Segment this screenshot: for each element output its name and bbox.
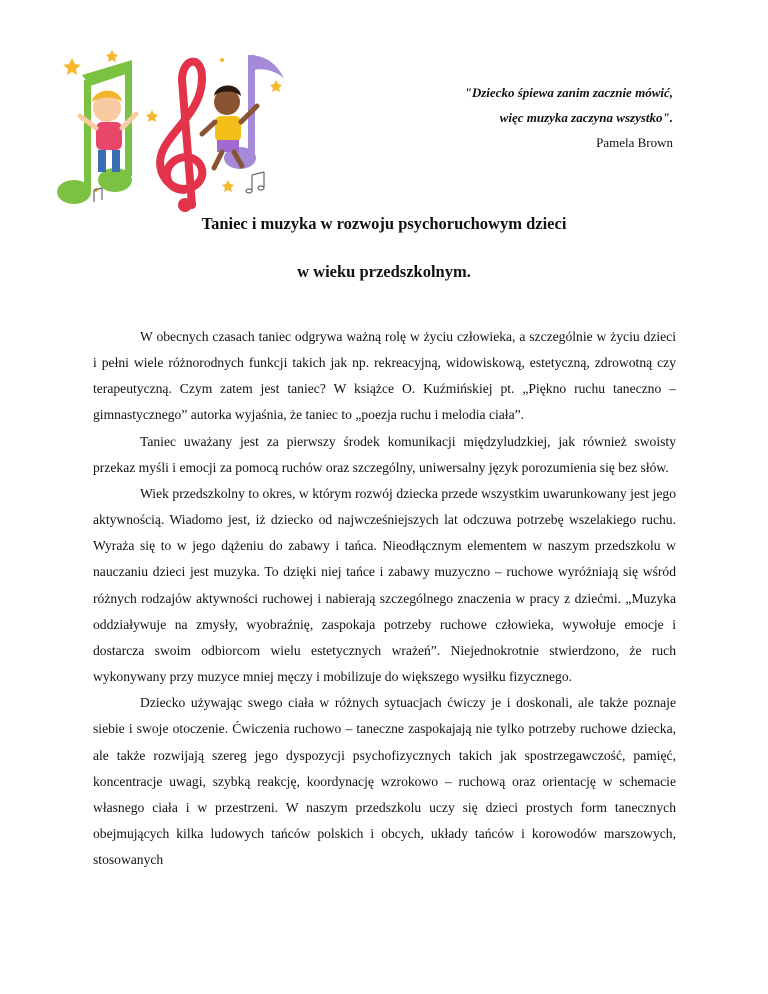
- children-music-notes-illustration: [52, 40, 292, 215]
- paragraph-1: W obecnych czasach taniec odgrywa ważną rolę w życiu człowieka, a szczególnie w życiu dzieci i pełni wiele różnorodnych funkcji takich jak np. rekreacyjną, widowiskową, estetyczną, zdrowotną czy terapeutyczną. Czym zatem jest taniec? W książce O. Kuźmińskiej pt. „Piękno ruchu taneczno – gimnastycznego” autorka wyjaśnia, że taniec to „poezja ruchu i melodia ciała”.: [93, 329, 676, 423]
- document-title-line-2: w wieku przedszkolnym.: [297, 262, 471, 281]
- epigraph-quote: [465, 80, 673, 155]
- paragraph-2: Taniec uważany jest za pierwszy środek komunikacji międzyludzkiej, jak również swoisty przekaz myśli i emocji za pomocą ruchów oraz szczególny, uniwersalny język porozumienia się bez słów.: [93, 433, 676, 475]
- quote-line-1: "Dziecko śpiewa zanim zacznie mówić,: [464, 85, 673, 100]
- document-body: [93, 324, 676, 873]
- document-title-line-1: Taniec i muzyka w rozwoju psychoruchowym dzieci: [201, 214, 567, 233]
- paragraph-4: Dziecko używając swego ciała w różnych sytuacjach ćwiczy je i doskonali, ale także poznaje siebie i swoje otoczenie. Ćwiczenia ruchowo – taneczne zaspokajają nie tylko potrzeby ruchowe dziecka, ale także rozwijają szereg jego dyspozycji psychofizycznych takich jak spostrzegawczość, pamięć, koncentracje uwagi, szybką reakcję, koordynację wzrokowo – ruchową oraz orientację w schemacie własnego ciała i w przestrzeni. W naszym przedszkolu uczy się dzieci prostych form tanecznych obejmujących kilka ludowych tańców polskich i obcych, układy tańców i korowodów marszowych, stosowanych: [93, 695, 676, 868]
- quote-author: Pamela Brown: [596, 135, 673, 150]
- quote-line-2: więc muzyka zaczyna wszystko".: [499, 110, 673, 125]
- paragraph-3: Wiek przedszkolny to okres, w którym rozwój dziecka przede wszystkim uwarunkowany jest jego aktywnością. Wiadomo jest, iż dziecko od najwcześniejszych lat odczuwa potrzebę wszelakiego ruchu. Wyraża się to w jego dążeniu do zabawy i tańca. Nieodłącznym elementem w naszym przedszkolu w nauczaniu dzieci jest muzyka. To dzięki niej tańce i zabawy muzyczno – ruchowe wyróżniają się wśród różnych rodzajów aktywności ruchowej i nabierają szczególnego znaczenia w pracy z dziećmi. „Muzyka oddziaływuje na zmysły, wyobraźnię, zaspokaja potrzeby ruchowe człowieka, wywołuje emocje i dostarcza swoim odbiorcom wielu estetycznych wrażeń”. Niejednokrotnie stwierdzono, że ruch wykonywany przy muzyce mniej męczy i mobilizuje do większego wysiłku fizycznego.: [93, 485, 676, 685]
- treble-clef-icon: [160, 62, 202, 212]
